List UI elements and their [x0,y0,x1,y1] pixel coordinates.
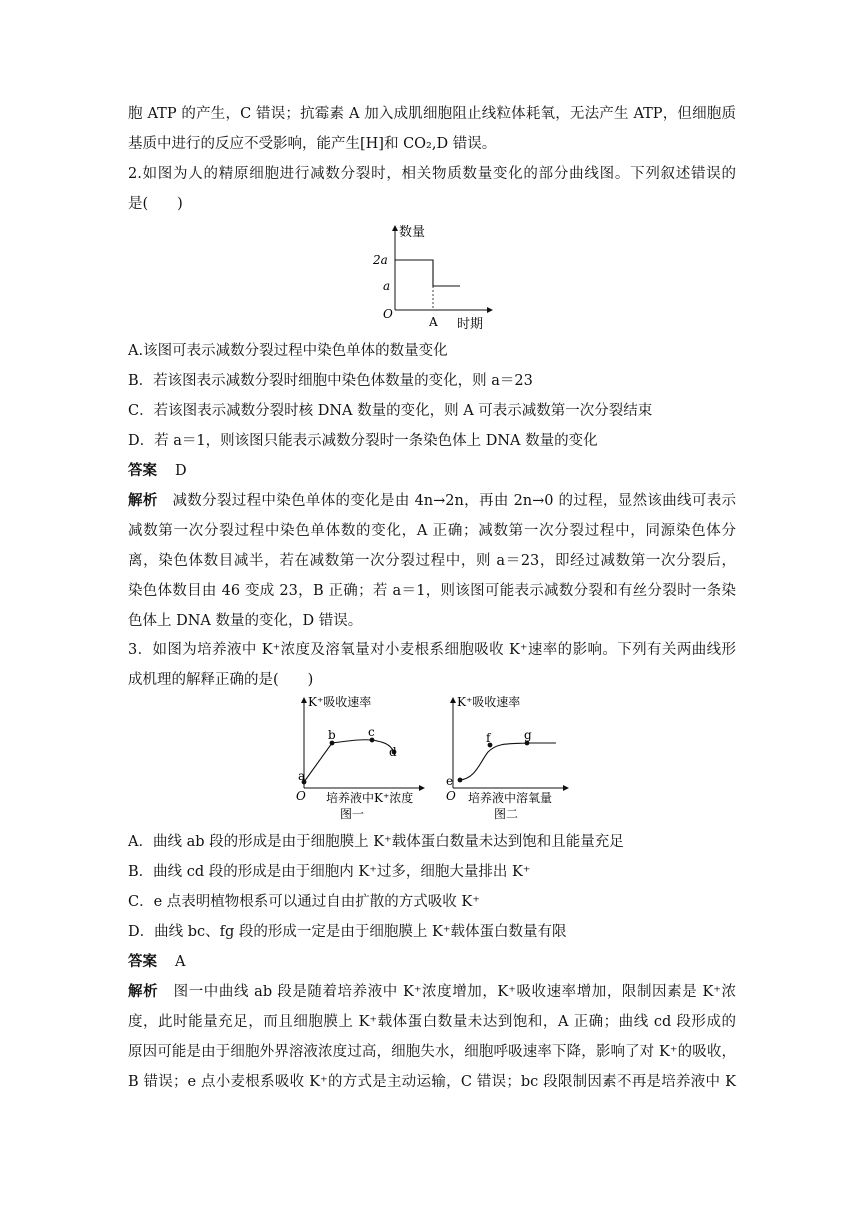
option-A: A.该图可表示减数分裂过程中染色单体的数量变化 [128,343,448,359]
g2-label-g: g [524,728,532,742]
g1-label-d: d [389,745,397,759]
explanation-text: 度，此时能量充足，而且细胞膜上 K⁺载体蛋白数量未达到饱和，A 正确；曲线 cd 段形成的 [128,1014,736,1030]
answer-value: A [175,954,186,970]
g2-point-e [458,778,463,783]
g2-label-e: e [446,774,454,788]
x-tick-A: A [429,315,438,329]
explanation-text: 减数分裂过程中染色单体的变化是由 4n→2n，再由 2n→0 的过程，显然该曲线可表示 [172,493,737,509]
g1-x-axis-label: 培养液中K⁺浓度 [326,791,414,805]
g2-label-f: f [486,731,491,745]
explanation-text: 染色体数目由 46 变成 23，B 正确；若 a＝1，则该图可能表示减数分裂和有丝分裂时一条染 [128,583,736,599]
quantity-curve [395,260,460,286]
explanation-text: 离，染色体数目减半，若在减数第一次分裂过程中，则 a＝23，即经过减数第一次分裂后， [128,553,736,569]
explanation-text: 减数第一次分裂过程中染色单体数的变化，A 正确；减数第一次分裂过程中，同源染色体分 [128,523,736,539]
option-C: C．若该图表示减数分裂时核 DNA 数量的变化，则 A 可表示减数第一次分裂结束 [128,403,653,419]
question-3-stem: 成机理的解释正确的是( ) [128,672,314,688]
answer-label: 答案 [128,954,157,970]
question-2-stem: 是( ) [128,196,183,212]
answer-3 [128,952,185,972]
g1-origin: O [296,789,306,803]
explanation-text: 色体上 DNA 数量的变化，D 错误。 [128,613,363,629]
explanation-2 [128,491,736,511]
explanation-label: 解析 [128,493,158,509]
y-axis-label: 数量 [399,225,426,240]
option-D: D．若 a＝1，则该图只能表示减数分裂时一条染色体上 DNA 数量的变化 [128,433,598,449]
explanation-text: B 错误；e 点小麦根系吸收 K⁺的方式是主动运输，C 错误；bc 段限制因素不再是培养液中 K [128,1074,736,1090]
g2-caption: 图二 [494,807,519,821]
option-A: A．曲线 ab 段的形成是由于细胞膜上 K⁺载体蛋白数量未达到饱和且能量充足 [128,834,624,850]
g2-origin: O [446,789,456,803]
g1-curve [304,740,394,782]
g1-label-c: c [368,725,375,739]
text-line: 基质中进行的反应不受影响，能产生[H]和 CO₂,D 错误。 [128,136,497,152]
explanation-text: 原因可能是由于细胞外界溶液浓度过高，细胞失水，细胞呼吸速率下降，影响了对 K⁺的吸收， [128,1044,736,1060]
g1-label-b: b [328,728,336,742]
text-line: 胞 ATP 的产生，C 错误；抗霉素 A 加入成肌细胞阻止线粒体耗氧，无法产生 ATP，但细胞质 [128,106,736,122]
origin-label: O [383,307,393,321]
g2-curve [460,743,556,780]
question-3-stem: 3．如图为培养液中 K⁺浓度及溶氧量对小麦根系细胞吸收 K⁺速率的影响。下列有关两曲线形 [128,642,736,658]
option-C: C．e 点表明植物根系可以通过自由扩散的方式吸收 K⁺ [128,894,480,910]
tick-a: a [383,279,391,293]
answer-2 [128,461,187,481]
figure-k-uptake-charts [290,692,580,822]
answer-value: D [175,463,187,479]
option-B: B．若该图表示减数分裂时细胞中染色体数量的变化，则 a＝23 [128,373,533,389]
g2-y-axis-label: K⁺吸收速率 [457,695,521,709]
answer-label: 答案 [128,463,157,479]
tick-2a: 2a [373,253,388,267]
explanation-text: 图一中曲线 ab 段是随着培养液中 K⁺浓度增加，K⁺吸收速率增加，限制因素是 K⁺浓 [173,984,736,1000]
option-B: B．曲线 cd 段的形成是由于细胞内 K⁺过多，细胞大量排出 K⁺ [128,864,531,880]
option-D: D．曲线 bc、fg 段的形成一定是由于细胞膜上 K⁺载体蛋白数量有限 [128,924,567,940]
explanation-3 [128,982,736,1002]
g1-label-a: a [298,769,306,783]
g2-x-axis-label: 培养液中溶氧量 [468,791,553,805]
question-2-stem: 2.如图为人的精原细胞进行减数分裂时，相关物质数量变化的部分曲线图。下列叙述错误的 [128,166,736,182]
g1-y-axis-label: K⁺吸收速率 [308,695,372,709]
g1-caption: 图一 [340,807,365,821]
explanation-label: 解析 [128,984,159,1000]
x-axis-label: 时期 [457,317,484,332]
figure-quantity-chart [365,220,500,332]
